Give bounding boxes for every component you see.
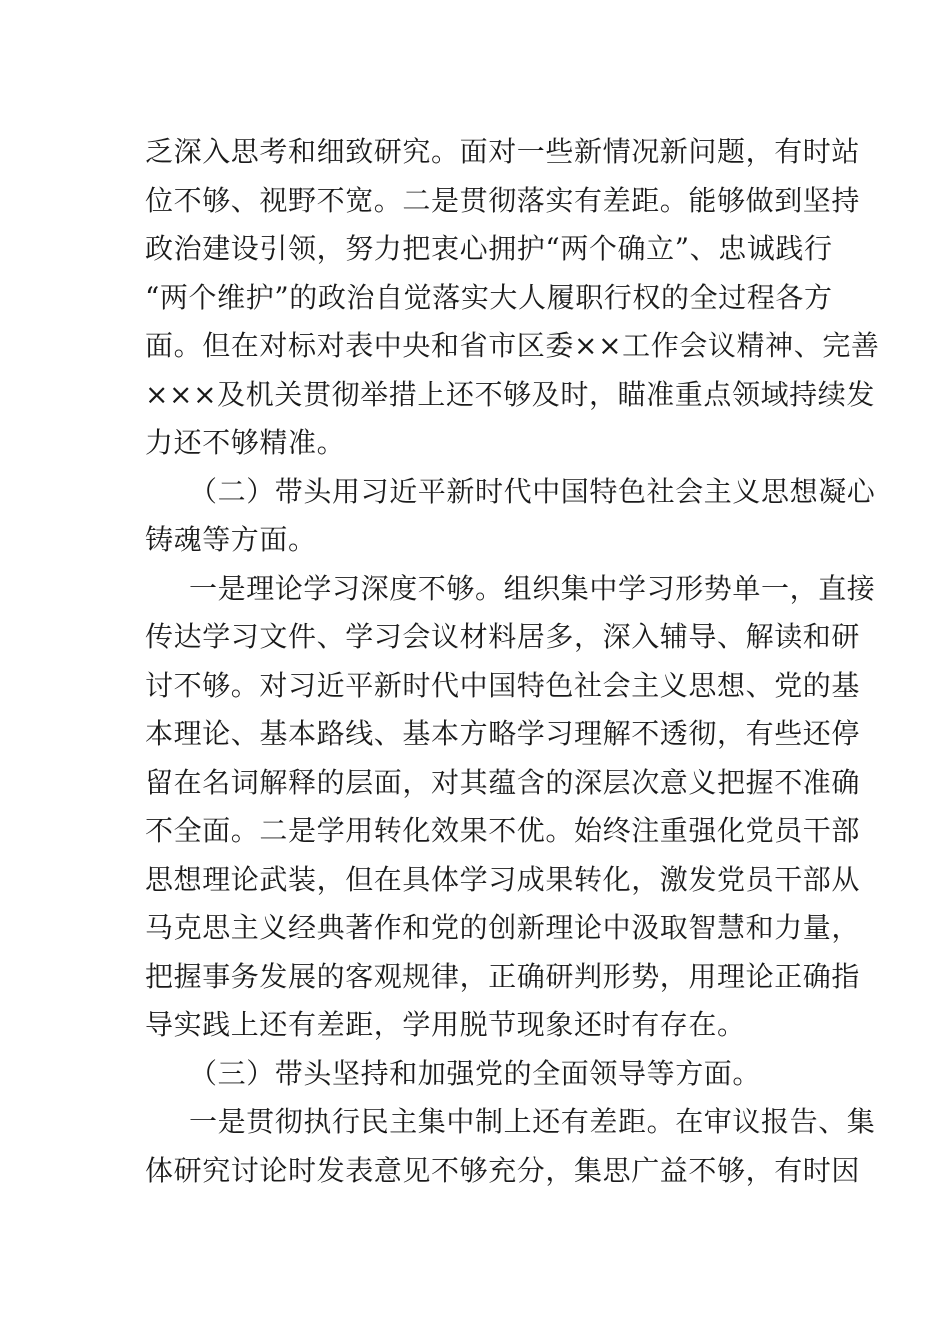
text-line: 导实践上还有差距，学用脱节现象还时有存在。 <box>145 1008 746 1041</box>
text-line: 不全面。二是学用转化效果不优。始终注重强化党员干部 <box>145 814 861 847</box>
text-line: 力还不够精准。 <box>145 426 346 459</box>
text-line: 一是理论学习深度不够。组织集中学习形势单一，直接 <box>189 571 876 605</box>
section-heading-3 <box>145 1050 810 1099</box>
paragraph-1 <box>145 128 880 468</box>
text-line: 本理论、基本路线、基本方略学习理解不透彻，有些还停 <box>145 717 861 750</box>
text-line: 一是贯彻执行民主集中制上还有差距。在审议报告、集 <box>189 1105 876 1138</box>
text-line: 把握事务发展的客观规律，正确研判形势，用理论正确指 <box>145 959 861 993</box>
text-line: （二）带头用习近平新时代中国特色社会主义思想凝心 <box>189 474 876 508</box>
paragraph-5 <box>145 1098 876 1195</box>
paragraph-3 <box>145 565 876 1050</box>
text-line: 铸魂等方面。 <box>145 523 317 556</box>
text-line: 体研究讨论时发表意见不够充分，集思广益不够，有时因 <box>145 1153 861 1187</box>
section-heading-2 <box>145 468 876 565</box>
document-body <box>145 128 880 1195</box>
text-line: 位不够、视野不宽。二是贯彻落实有差距。能够做到坚持 <box>145 183 861 217</box>
text-line: ×××及机关贯彻举措上还不够及时，瞄准重点领域持续发 <box>145 377 875 411</box>
text-line: 讨不够。对习近平新时代中国特色社会主义思想、党的基 <box>145 668 861 702</box>
text-line: 政治建设引领，努力把衷心拥护“两个确立”、忠诚践行 <box>145 232 833 265</box>
text-line: 马克思主义经典著作和党的创新理论中汲取智慧和力量， <box>145 911 861 944</box>
text-line: 传达学习文件、学习会议材料居多，深入辅导、解读和研 <box>145 620 861 653</box>
text-line: 乏深入思考和细致研究。面对一些新情况新问题，有时站 <box>145 135 861 168</box>
text-line: 思想理论武装，但在具体学习成果转化，激发党员干部从 <box>145 862 861 896</box>
text-line: “两个维护”的政治自觉落实大人履职行权的全过程各方 <box>145 280 833 314</box>
text-line: 留在名词解释的层面，对其蕴含的深层次意义把握不准确 <box>145 765 861 799</box>
text-line: （三）带头坚持和加强党的全面领导等方面。 <box>189 1056 762 1090</box>
text-line: 面。但在对标对表中央和省市区委××工作会议精神、完善 <box>145 329 880 362</box>
